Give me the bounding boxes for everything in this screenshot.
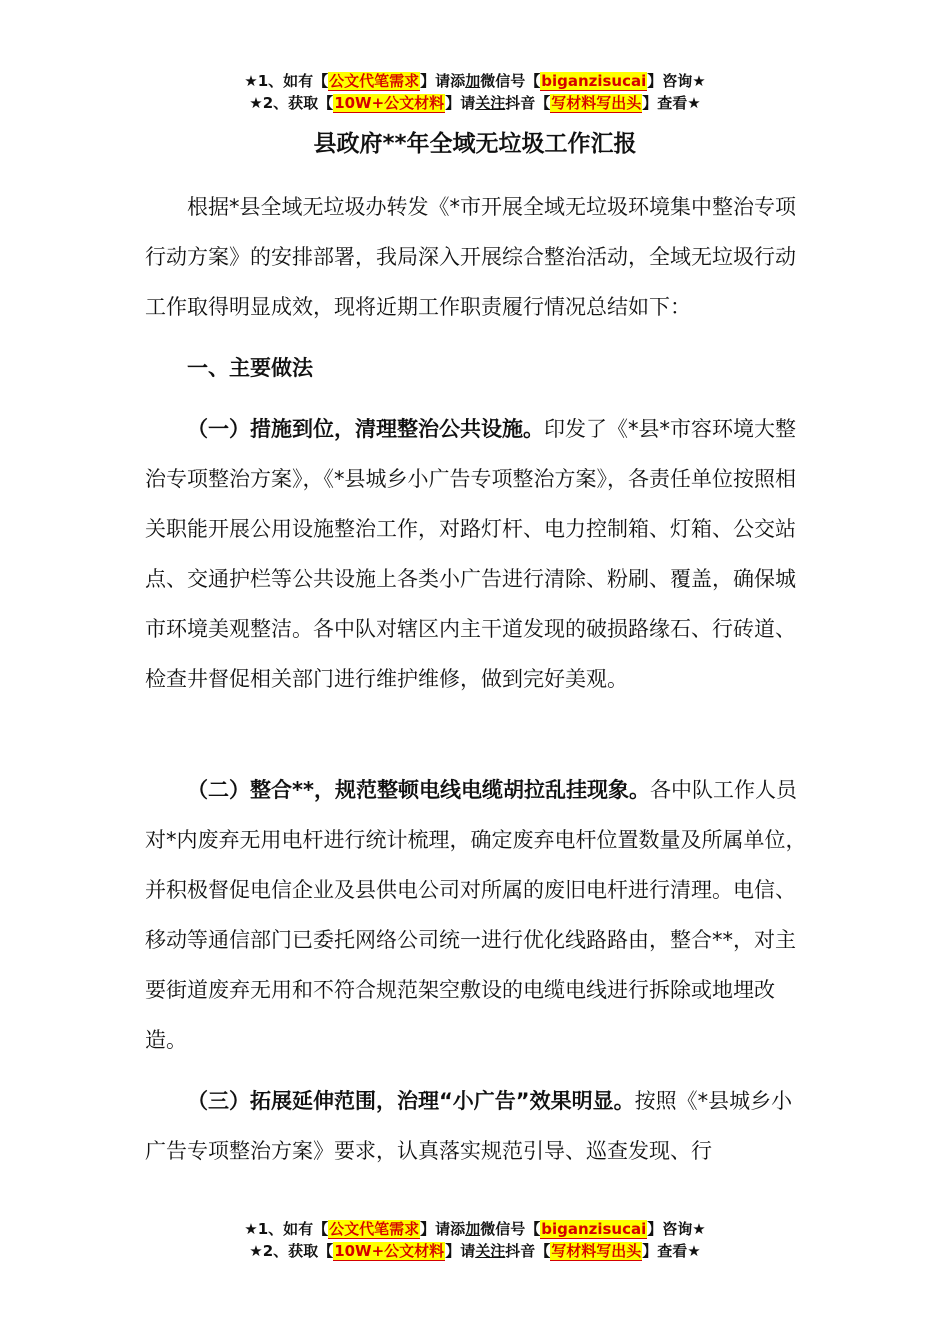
paragraph-2-wrap [145,765,810,1065]
promo-highlight: 10W+公文材料 [334,1242,445,1260]
promo-highlight: 写材料写出头 [551,94,642,112]
promo-highlight: 公文代笔需求 [329,72,420,90]
promo-text: 】请添 [420,1220,466,1238]
promo-underlined-text: 关注 [475,94,506,112]
top-promo-banner [0,70,950,114]
promo-highlight: 写材料写出头 [551,1242,642,1260]
promo-underlined-text: 加 [465,72,481,90]
promo-text: 】咨询★ [647,72,706,90]
paragraph-2 [145,765,810,1065]
promo-text: ★2、获取【 [249,1242,334,1260]
paragraph-3-text: 按照《*县城乡小广告专项整治方案》要求，认真落实规范引导、巡查发现、行 [145,1089,793,1163]
promo-line-1 [0,70,950,92]
promo-text: 】请 [445,94,476,112]
paragraph-1-wrap [145,404,810,704]
promo-text: 抖音【 [505,1242,551,1260]
paragraph-1-lead: （一）措施到位，清理整治公共设施。 [187,417,544,441]
promo-highlight: biganzisucai [541,72,647,90]
promo-highlight: 公文代笔需求 [329,1220,420,1238]
document-body [145,182,810,332]
promo-text: 微信号【 [480,1220,541,1238]
promo-line-2 [0,1240,950,1262]
paragraph-2-text: 各中队工作人员对*内废弃无用电杆进行统计梳理，确定废弃电杆位置数量及所属单位，并积极督促电信企业及县供电公司对所属的废旧电杆进行清理。电信、移动等通信部门已委托网络公司统一进行优化线路路由，整合**，对主要街道废弃无用和不符合规范架空敷设的电缆电线进行拆除或地埋改造。 [145,778,807,1052]
document-title: 县政府**年全域无垃圾工作汇报 [313,131,637,157]
promo-underlined-text: 关注 [475,1242,506,1260]
paragraph-1-text: 印发了《*县*市容环境大整治专项整治方案》，《*县城乡小广告专项整治方案》，各责任单位按照相关职能开展公用设施整治工作，对路灯杆、电力控制箱、灯箱、公交站点、交通护栏等公共设施上各类小广告进行清除、粉刷、覆盖，确保城市环境美观整洁。各中队对辖区内主干道发现的破损路缘石、行砖道、检查井督促相关部门进行维护维修，做到完好美观。 [145,417,796,691]
promo-text: ★1、如有【 [244,1220,329,1238]
section-heading: 一、主要做法 [187,356,313,380]
paragraph-1 [145,404,810,704]
promo-highlight: biganzisucai [541,1220,647,1238]
bottom-promo-banner [0,1218,950,1262]
paragraph-2-lead: （二）整合**，规范整顿电线电缆胡拉乱挂现象。 [187,778,650,802]
intro-paragraph: 根据*县全域无垃圾办转发《*市开展全域无垃圾环境集中整治专项行动方案》的安排部署，我局深入开展综合整治活动，全域无垃圾行动工作取得明显成效，现将近期工作职责履行情况总结如下： [145,195,796,319]
promo-line-1 [0,1218,950,1240]
promo-text: ★1、如有【 [244,72,329,90]
section-heading-wrap [145,343,810,393]
promo-text: 】请添 [420,72,466,90]
promo-underlined-text: 加 [465,1220,481,1238]
promo-text: ★2、获取【 [249,94,334,112]
promo-text: 】查看★ [642,94,701,112]
promo-text: 微信号【 [480,72,541,90]
promo-highlight: 10W+公文材料 [334,94,445,112]
promo-line-2 [0,92,950,114]
paragraph-3-wrap [145,1076,810,1176]
promo-text: 抖音【 [505,94,551,112]
paragraph-3 [145,1076,810,1176]
promo-text: 】查看★ [642,1242,701,1260]
promo-text: 】咨询★ [647,1220,706,1238]
paragraph-3-lead: （三）拓展延伸范围，治理“小广告”效果明显。 [187,1089,635,1113]
promo-text: 】请 [445,1242,476,1260]
